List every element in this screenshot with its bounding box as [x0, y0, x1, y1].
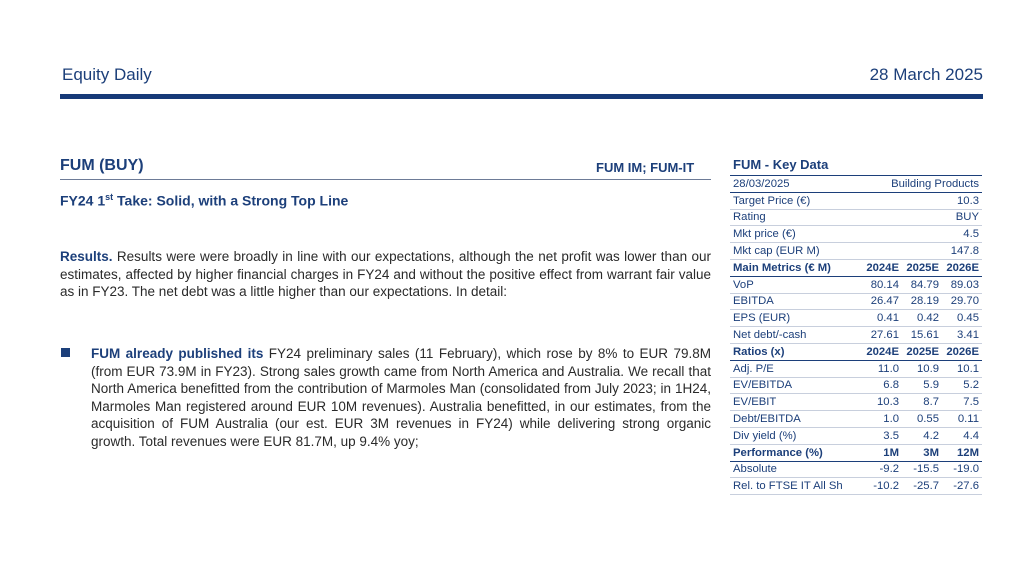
ratios-cell: 10.3: [877, 396, 899, 409]
performance-header-cell: 3M: [923, 446, 939, 459]
performance-cell: -25.7: [913, 480, 939, 493]
key-data-date-row: [730, 176, 982, 193]
performance-header-cell: 1M: [883, 446, 899, 459]
metrics-cell: 84.79: [910, 278, 939, 291]
metrics-cell: EPS (EUR): [733, 312, 791, 325]
results-text: Results were were broadly in line with our expectations, although the net profit was lower than our estimates, affected by higher financial charges in FY24 and without the positive effect from warrant fair value as in FY23. The net debt was a little higher than our expectations. In detail:: [60, 249, 711, 299]
metrics-cell: 15.61: [910, 329, 939, 342]
metrics-cell: 26.47: [870, 295, 899, 308]
metrics-header-row: [730, 260, 982, 277]
key-data-panel: [730, 157, 982, 495]
header-rule: [60, 94, 983, 99]
metrics-cell: 28.19: [910, 295, 939, 308]
performance-cell: -19.0: [953, 463, 979, 476]
key-data-sector: Building Products: [891, 177, 979, 190]
performance-table: [730, 445, 982, 495]
metrics-cell: 0.45: [957, 312, 979, 325]
key-data-label: Mkt cap (EUR M): [733, 245, 820, 258]
ratios-cell: 10.1: [957, 362, 979, 375]
ratios-header-cell: 2026E: [946, 345, 979, 358]
performance-cell: -27.6: [953, 480, 979, 493]
key-data-label: Mkt price (€): [733, 228, 796, 241]
metrics-cell: 27.61: [870, 329, 899, 342]
publication-name: Equity Daily: [62, 65, 152, 84]
ratios-cell: 4.2: [923, 429, 939, 442]
subtitle-part-2: Take: Solid, with a Strong Top Line: [113, 192, 349, 209]
ratios-cell: 7.5: [963, 396, 979, 409]
key-data-value: BUY: [955, 211, 979, 224]
performance-header-row: [730, 445, 982, 462]
ratios-row: [730, 378, 982, 395]
key-data-row: [730, 193, 982, 210]
metrics-cell: 29.70: [950, 295, 979, 308]
performance-row: [730, 478, 982, 495]
key-data-label: Rating: [733, 211, 766, 224]
metrics-header-cell: 2024E: [866, 261, 899, 274]
title-divider: [60, 179, 711, 180]
ratios-cell: 0.55: [917, 413, 939, 426]
key-data-value: 10.3: [957, 194, 979, 207]
key-data-row: [730, 210, 982, 227]
metrics-cell: 0.41: [877, 312, 899, 325]
key-data-title: FUM - Key Data: [730, 157, 982, 176]
results-paragraph: [60, 248, 711, 301]
metrics-cell: EBITDA: [733, 295, 774, 308]
metrics-cell: 3.41: [957, 329, 979, 342]
ratios-cell: 6.8: [883, 379, 899, 392]
metrics-row: [730, 327, 982, 344]
ratios-cell: Debt/EBITDA: [733, 413, 801, 426]
metrics-cell: 80.14: [870, 278, 899, 291]
performance-cell: -10.2: [873, 480, 899, 493]
subtitle-superscript: st: [105, 192, 114, 202]
metrics-cell: Net debt/-cash: [733, 329, 807, 342]
performance-row: [730, 462, 982, 479]
metrics-row: [730, 277, 982, 294]
key-data-info: [730, 193, 982, 260]
ratios-header-cell: 2024E: [866, 345, 899, 358]
performance-header-cell: Performance (%): [733, 446, 823, 459]
ratios-cell: 5.9: [923, 379, 939, 392]
bullet-label: FUM already published its: [91, 346, 264, 361]
metrics-header-cell: Main Metrics (€ M): [733, 261, 831, 274]
ratios-header-cell: 2025E: [906, 345, 939, 358]
report-header: [60, 62, 983, 86]
sales-bullet: [91, 345, 711, 451]
performance-cell: Rel. to FTSE IT All Sh: [733, 480, 843, 493]
key-data-label: Target Price (€): [733, 194, 811, 207]
report-subtitle: [60, 192, 348, 209]
ratios-cell: 0.11: [957, 413, 979, 426]
publication-date: 28 March 2025: [869, 65, 983, 84]
ratios-row: [730, 411, 982, 428]
subtitle-part-1: FY24 1: [60, 192, 106, 209]
main-metrics-table: [730, 260, 982, 344]
performance-cell: -9.2: [879, 463, 899, 476]
ratios-header-row: [730, 344, 982, 361]
bullet-body: FY24 preliminary sales (11 February), which rose by 8% to EUR 79.8M (from EUR 73.9M in FY23). Strong sales growth came from North America and Australia. We recall that North America benefitted from the contribution of Marmoles Man (consolidated from July 2023; in 1H24, Marmoles Man registered around EUR 10M revenues). Australia benefitted, in our estimates, from the acquisition of FUM Australia (our est. EUR 3M revenues in FY24) while delivering strong organic growth. Total revenues were EUR 81.7M, up 9.4% yoy;: [91, 346, 711, 449]
metrics-cell: 89.03: [950, 278, 979, 291]
performance-cell: -15.5: [913, 463, 939, 476]
key-data-value: 147.8: [950, 245, 979, 258]
ratios-cell: EV/EBITDA: [733, 379, 793, 392]
metrics-header-cell: 2025E: [906, 261, 939, 274]
key-data-row: [730, 243, 982, 260]
ratios-cell: Adj. P/E: [733, 362, 774, 375]
metrics-row: [730, 310, 982, 327]
metrics-cell: VoP: [733, 278, 754, 291]
ratios-cell: 11.0: [877, 362, 899, 375]
performance-header-cell: 12M: [957, 446, 979, 459]
key-data-row: [730, 226, 982, 243]
ratios-cell: Div yield (%): [733, 429, 797, 442]
key-data-date: 28/03/2025: [733, 177, 790, 190]
ratios-cell: 10.9: [917, 362, 939, 375]
bullet-marker: [61, 348, 70, 357]
results-label: Results.: [60, 249, 113, 264]
ratios-cell: 8.7: [923, 396, 939, 409]
metrics-header-cell: 2026E: [946, 261, 979, 274]
performance-cell: Absolute: [733, 463, 777, 476]
ratios-header-cell: Ratios (x): [733, 345, 785, 358]
ticker-codes: FUM IM; FUM-IT: [596, 160, 695, 175]
metrics-row: [730, 294, 982, 311]
ratios-cell: EV/EBIT: [733, 396, 777, 409]
ratios-cell: 3.5: [883, 429, 899, 442]
ratios-row: [730, 361, 982, 378]
ratios-row: [730, 428, 982, 445]
ratios-row: [730, 394, 982, 411]
company-title: FUM (BUY): [60, 157, 144, 174]
metrics-cell: 0.42: [917, 312, 939, 325]
key-data-value: 4.5: [963, 228, 979, 241]
ratios-cell: 1.0: [883, 413, 899, 426]
ratios-cell: 5.2: [963, 379, 979, 392]
ratios-table: [730, 344, 982, 445]
ratios-cell: 4.4: [963, 429, 979, 442]
